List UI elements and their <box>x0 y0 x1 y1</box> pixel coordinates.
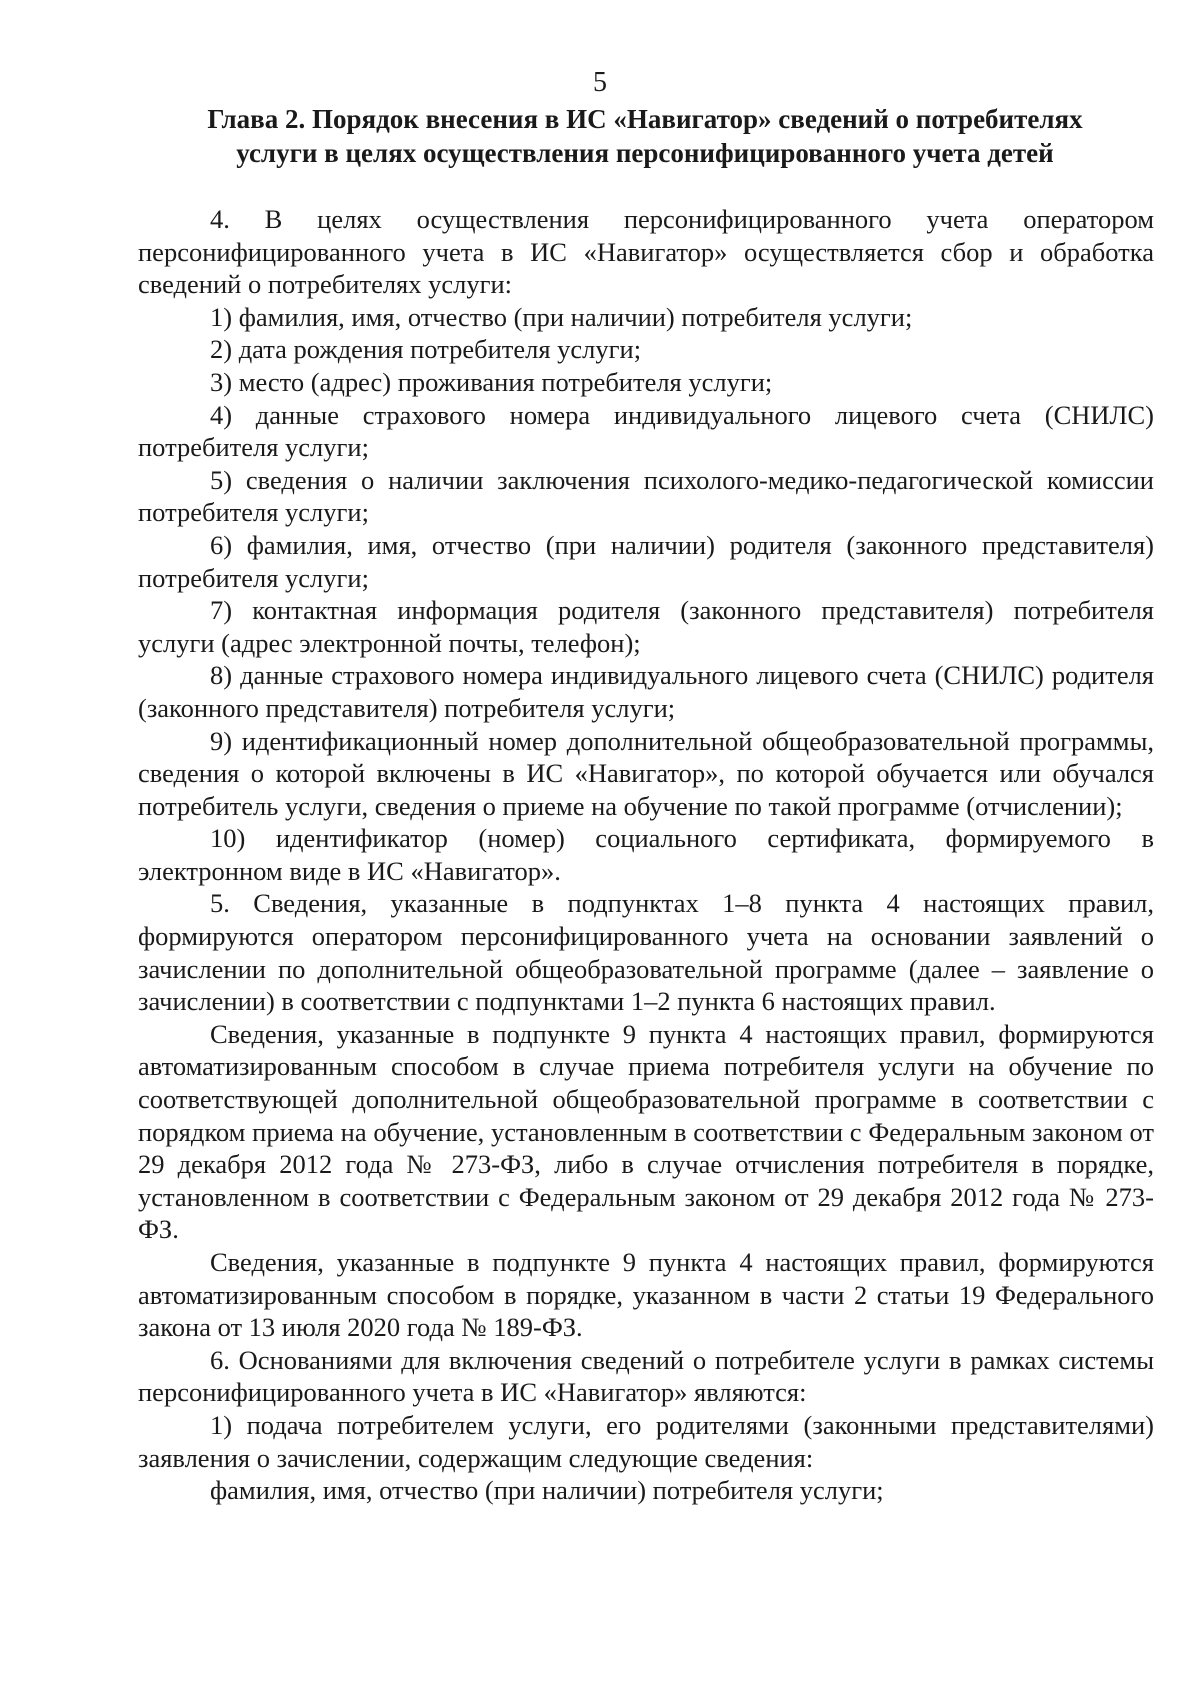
chapter-heading-line-2: услуги в целях осуществления персонифицированного учета детей <box>236 138 1054 168</box>
item-6-subitem-1: 1) подача потребителем услуги, его родителями (законными представителями) заявления о зачислении, содержащим следующие сведения: <box>138 1409 1154 1473</box>
paragraph-item-5: 5. Сведения, указанные в подпунктах 1–8 пункта 4 настоящих правил, формируются оператором персонифицированного учета на основании заявлений о зачислении по дополнительной общеобразовательной программе (далее – заявление о зачислении) в соответствии с подпунктами 1–2 пункта 6 настоящих правил. <box>138 888 1154 1017</box>
paragraph-item-5-part-2: Сведения, указанные в подпункте 9 пункта 4 настоящих правил, формируются автоматизированным способом в случае приема потребителя услуги на обучение по соответствующей дополнительной общеобразовательной программе в соответствии с порядком приема на обучение, установленным в соответствии с Федеральным законом от 29 декабря 2012 года № 273-ФЗ, либо в случае отчисления потребителя в порядке, установленном в соответствии с Федеральным законом от 29 декабря 2012 года № 273-ФЗ. <box>138 1018 1154 1245</box>
paragraph-item-5-part-3: Сведения, указанные в подпункте 9 пункта 4 настоящих правил, формируются автоматизированным способом в порядке, указанном в части 2 статьи 19 Федерального закона от 13 июля 2020 года № 189-ФЗ. <box>138 1247 1154 1343</box>
list-item-1: 1) фамилия, имя, отчество (при наличии) потребителя услуги; <box>210 301 913 332</box>
list-item-7: 7) контактная информация родителя (законного представителя) потребителя услуги (адрес электронной почты, телефон); <box>138 595 1154 658</box>
paragraph-item-6: 6. Основаниями для включения сведений о потребителе услуги в рамках системы персонифицированного учета в ИС «Навигатор» являются: <box>138 1344 1154 1408</box>
document-body <box>138 203 1154 1507</box>
list-item-10: 10) идентификатор (номер) социального сертификата, формируемого в электронном виде в ИС «Навигатор». <box>138 823 1154 886</box>
list-item-9: 9) идентификационный номер дополнительной общеобразовательной программы, сведения о которой включены в ИС «Навигатор», по которой обучается или обучался потребитель услуги, сведения о приеме на обучение по такой программе (отчислении); <box>138 725 1154 821</box>
list-item-8: 8) данные страхового номера индивидуального лицевого счета (СНИЛС) родителя (законного представителя) потребителя услуги; <box>138 660 1154 723</box>
list-item-6: 6) фамилия, имя, отчество (при наличии) родителя (законного представителя) потребителя услуги; <box>138 529 1154 593</box>
list-item-3: 3) место (адрес) проживания потребителя услуги; <box>210 366 773 397</box>
item-6-subitem-1-line: фамилия, имя, отчество (при наличии) потребителя услуги; <box>210 1475 884 1506</box>
chapter-heading-line-1: Глава 2. Порядок внесения в ИС «Навигатор» сведений о потребителях <box>207 104 1083 134</box>
chapter-heading <box>150 102 1140 170</box>
list-item-4: 4) данные страхового номера индивидуального лицевого счета (СНИЛС) потребителя услуги; <box>138 399 1154 463</box>
list-item-2: 2) дата рождения потребителя услуги; <box>210 334 642 365</box>
paragraph-item-4: 4. В целях осуществления персонифицированного учета оператором персонифицированного учета в ИС «Навигатор» осуществляется сбор и обработка сведений о потребителях услуги: <box>138 204 1154 300</box>
page-number: 5 <box>593 67 607 98</box>
list-item-5: 5) сведения о наличии заключения психолого-медико-педагогической комиссии потребителя услуги; <box>138 464 1154 528</box>
